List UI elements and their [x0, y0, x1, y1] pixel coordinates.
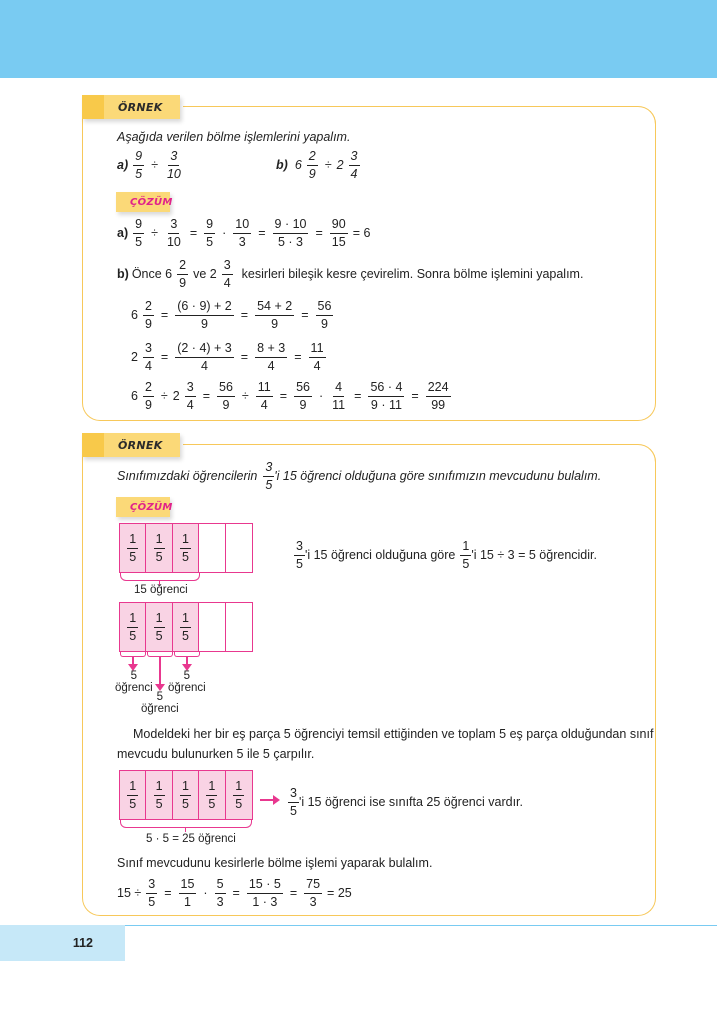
example1-prompt: Aşağıda verilen bölme işlemlerini yapalım.: [117, 130, 351, 144]
model-cell-filled: $\frac{1}{5}$: [146, 771, 172, 819]
fraction: $\frac{3}{4}$: [350, 149, 358, 181]
solution-tag-2: ÇÖZÜM: [116, 497, 170, 517]
example1-problem-b: b) 6 $\frac{2}{9}$ ÷ 2 $\frac{3}{4}$: [276, 149, 358, 181]
fraction-model-2: [119, 602, 253, 652]
solution-b-line-1: 6 $\frac{2}{9}$ = $\frac{(6 \cdot 9) + 2}{9}$ = $\frac{54 + 2}{9}$ = $\frac{56}{9}$: [131, 299, 332, 331]
box-corner: [636, 106, 656, 126]
solution-tag-1: ÇÖZÜM: [116, 192, 170, 212]
model3-label: 5 · 5 = 25 öğrenci: [146, 833, 236, 845]
model2-label-3: 5 öğrenci: [168, 670, 206, 694]
arrow-down-icon: [132, 657, 134, 665]
solution-b-intro: b) Önce 6 $\frac{2}{9}$ ve 2 $\frac{3}{4}$ kesirleri bileşik kesre çevirelim. Sonra bölme işlemini yapalım.: [117, 258, 584, 290]
solution-b-line-2: 2 $\frac{3}{4}$ = $\frac{(2 \cdot 4) + 3}{4}$ = $\frac{8 + 3}{4}$ = $\frac{11}{4}$: [131, 341, 324, 373]
label-a: a): [117, 158, 129, 172]
example-tag-1: ÖRNEK: [82, 95, 180, 119]
model-cell-empty: [226, 524, 252, 572]
fraction: $\frac{9}{5}$: [135, 149, 143, 181]
model-cell-filled: $\frac{1}{5}$: [173, 524, 199, 572]
example-tag-2: ÖRNEK: [82, 433, 180, 457]
model-cell-filled: $\frac{1}{5}$: [173, 603, 199, 651]
model-cell-filled: $\frac{1}{5}$: [173, 771, 199, 819]
model-cell-empty: [199, 524, 225, 572]
result-statement: $\frac{3}{5}$ 'i 15 öğrenci ise sınıfta 25 öğrenci vardır.: [290, 786, 523, 818]
final-computation: 15 ÷ $\frac{3}{5}$ = $\frac{15}{1}$ · $\frac{5}{3}$ = $\frac{15 \cdot 5}{1 \cdot 3}$ = $\frac{75}{3}$ = 25: [117, 877, 352, 909]
fraction: $\frac{3}{10}$: [166, 149, 181, 181]
example1-problem-a: a) $\frac{9}{5}$ ÷ $\frac{3}{10}$: [117, 149, 181, 181]
brace-tick: [185, 827, 186, 832]
explanation-1: $\frac{3}{5}$ 'i 15 öğrenci olduğuna göre $\frac{1}{5}$ 'i 15 ÷ 3 = 5 öğrencidir.: [296, 539, 597, 571]
solution-b-line-3: 6 $\frac{2}{9}$ ÷ 2 $\frac{3}{4}$ = $\frac{56}{9}$ ÷ $\frac{11}{4}$ = $\frac{56}{9}$ · $\frac{4}{11}$ = $\frac{56 \cdot 4}{9 \cdot 11}$ = $\frac{224}{99}$: [131, 380, 449, 412]
model-cell-filled: $\frac{1}{5}$: [226, 771, 252, 819]
example2-prompt: Sınıfımızdaki öğrencilerin $\frac{3}{5}$ 'i 15 öğrenci olduğuna göre sınıfımızın mevcudunu bulalım.: [117, 460, 602, 492]
model-cell-filled: $\frac{1}{5}$: [146, 524, 172, 572]
box-top-border: [183, 106, 637, 107]
model-cell-filled: $\frac{1}{5}$: [120, 603, 146, 651]
box-corner: [636, 444, 656, 464]
model2-label-1: 5 öğrenci: [115, 670, 153, 694]
model-cell-empty: [199, 603, 225, 651]
fraction: $\frac{2}{9}$: [308, 149, 316, 181]
arrow-right-icon: [260, 799, 274, 801]
model-cell-empty: [226, 603, 252, 651]
fraction-model-3: [119, 770, 253, 820]
label-b: b): [276, 158, 288, 172]
arrow-down-icon: [186, 657, 188, 665]
paragraph-line-2: mevcudu bulunurken 5 ile 5 çarpılır.: [117, 747, 315, 761]
model-cell-filled: $\frac{1}{5}$: [199, 771, 225, 819]
fraction-model-1: [119, 523, 253, 573]
model-cell-filled: $\frac{1}{5}$: [120, 524, 146, 572]
paragraph-line-1: Modeldeki her bir eş parça 5 öğrenciyi temsil ettiğinden ve toplam 5 eş parça olduğundan sınıf: [133, 727, 654, 741]
model-cell-filled: $\frac{1}{5}$: [146, 603, 172, 651]
page-number: 112: [0, 925, 125, 961]
header-band: [0, 0, 717, 78]
closing-text: Sınıf mevcudunu kesirlerle bölme işlemi yaparak bulalım.: [117, 856, 433, 870]
model2-label-2: 5 öğrenci: [141, 691, 179, 715]
model-cell-filled: $\frac{1}{5}$: [120, 771, 146, 819]
model1-label: 15 öğrenci: [134, 584, 188, 596]
box-top-border: [183, 444, 637, 445]
arrow-down-icon: [159, 657, 161, 685]
solution-a: a) $\frac{9}{5}$ ÷ $\frac{3}{10}$ = $\frac{9}{5}$ · $\frac{10}{3}$ = $\frac{9 \cdot 10}{5 \cdot 3}$ = $\frac{90}{15}$ = 6: [117, 217, 371, 249]
footer-divider: [125, 925, 717, 926]
